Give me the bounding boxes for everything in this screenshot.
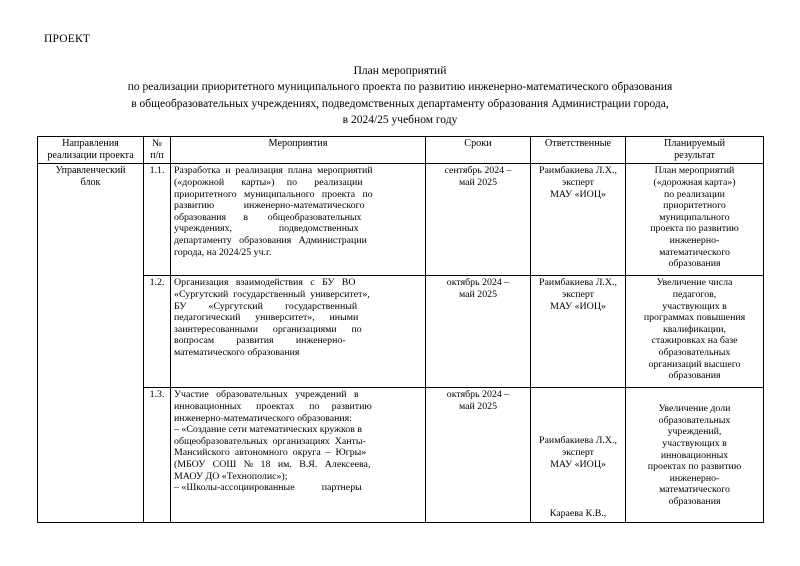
responsible-line: Раимбакиева Л.Х., (539, 435, 617, 447)
activity-line: Разработка и реализация плана мероприятий (174, 165, 373, 177)
result-line: проекта по развитию (650, 223, 739, 235)
activity-line: Организация взаимодействия с БУ ВО (174, 277, 356, 289)
term-cell (426, 164, 531, 276)
activity-line: инженерно-математического образования: (174, 412, 352, 424)
result-line: образовательных (658, 414, 731, 426)
responsible-line: МАУ «ИОЦ» (550, 300, 606, 312)
activity-line: образования в общеобразовательных (174, 211, 362, 223)
responsible-line: эксперт (562, 177, 594, 188)
activity-line: «Сургутский государственный университет», (174, 289, 370, 300)
activity-line: Мансийского автономного округа – Югры» (174, 447, 367, 459)
activity-line: БУ «Сургутский государственный (174, 300, 358, 312)
activity-line: развитию инженерно-математического (174, 200, 365, 212)
result-line: организаций высшего (648, 358, 741, 370)
result-line: участвующих в (662, 300, 727, 312)
result-line: участвующих в (662, 438, 727, 450)
activity-line: – «Создание сети математических кружков в (174, 424, 363, 436)
responsible-line: МАУ «ИОЦ» (550, 188, 606, 200)
table-header (38, 137, 764, 164)
table-header-row (38, 137, 764, 164)
table-row (38, 276, 764, 388)
activity-line: – «Школы-ассоциированные партнеры (174, 482, 362, 494)
responsible-cell (531, 164, 626, 276)
result-line: приоритетного (663, 200, 726, 212)
result-line: математического (659, 484, 730, 496)
title-line-4: в 2024/25 учебном году (342, 113, 458, 126)
result-line: муниципального (659, 211, 730, 223)
draft-stamp: ПРОЕКТ (44, 33, 91, 45)
column-header-result-line-2: результат (674, 150, 715, 162)
result-line: Увеличение доли (658, 403, 731, 415)
result-line: программах повышения (643, 312, 746, 324)
term-line: октябрь 2024 – (446, 389, 510, 401)
column-header-activities: Мероприятия (171, 137, 426, 164)
activity-line: департаменту образования Администрации (174, 234, 367, 246)
activity-line: общеобразовательных организациях Ханты- (174, 435, 366, 447)
responsible-line: эксперт (562, 447, 594, 458)
result-line: педагогов, (672, 289, 717, 300)
responsible-line: эксперт (562, 289, 594, 300)
term-line: май 2025 (458, 401, 498, 412)
term-line: май 2025 (458, 177, 498, 188)
title-line-2: по реализации приоритетного муниципального проекта по развитию инженерно-математического образования (127, 81, 673, 94)
responsible-line: МАУ «ИОЦ» (550, 458, 606, 470)
result-line: образовательных (658, 346, 731, 358)
responsible-line: Караева К.В., (549, 508, 607, 520)
direction-line-1: Управленческий (55, 165, 126, 177)
direction-cell-management-block (38, 164, 144, 523)
activity-line: математического образования (174, 346, 300, 358)
term-cell (426, 276, 531, 388)
result-line: инженерно- (669, 472, 720, 484)
result-cell (626, 276, 764, 388)
result-line: по реализации (664, 188, 725, 200)
responsible-line: Раимбакиева Л.Х., (539, 277, 617, 289)
title-line-1: План мероприятий (353, 65, 447, 77)
result-line: математического (659, 246, 730, 258)
activity-line: (МБОУ СОШ № 18 им. В.Я. Алексеева, (174, 458, 371, 470)
activity-line: («дорожной карты») по реализации (174, 177, 363, 188)
column-header-result-line-1: Планируемый (663, 138, 726, 149)
table-row (38, 164, 764, 276)
row-number: 1.2. (144, 276, 171, 388)
term-line: октябрь 2024 – (446, 277, 510, 289)
activity-cell (171, 276, 426, 388)
activity-line: инновационных проектах по развитию (174, 401, 372, 412)
result-line: Увеличение числа (656, 277, 733, 289)
result-cell (626, 164, 764, 276)
responsible-line: Раимбакиева Л.Х., (539, 165, 617, 177)
direction-line-2: блок (80, 177, 101, 189)
result-line: стажировках на базе (651, 335, 738, 347)
column-header-result (626, 137, 764, 164)
result-line: проектах по развитию (647, 461, 742, 473)
spacer (534, 470, 622, 508)
term-line: сентябрь 2024 – (444, 165, 512, 177)
row-number: 1.3. (144, 388, 171, 523)
term-cell (426, 388, 531, 523)
column-header-number (144, 137, 171, 164)
result-line: («дорожная карта») (653, 177, 736, 188)
result-line: инновационных (660, 449, 729, 461)
column-header-direction-line-1: Направления (62, 138, 119, 149)
activity-cell (171, 164, 426, 276)
activity-line: педагогический университет», иными (174, 312, 359, 324)
title-line-3: в общеобразовательных учреждениях, подведомственных департаменту образования Администрации города, (131, 97, 669, 110)
activity-line: Участие образовательных учреждений в (174, 389, 359, 401)
responsible-cell (531, 276, 626, 388)
activity-line: МАОУ ДО «Технополис»); (174, 470, 288, 482)
table-body (38, 164, 764, 523)
activity-line: заинтересованными организациями по (174, 323, 362, 335)
activity-line: учреждениях, подведомственных (174, 223, 359, 235)
document-title (37, 63, 763, 128)
column-header-direction (38, 137, 144, 164)
activity-line: приоритетного муниципального проекта по (174, 188, 373, 200)
column-header-number-line-2: п/п (150, 150, 164, 162)
activity-line: города, на 2024/25 уч.г. (174, 246, 272, 258)
result-line: План мероприятий (654, 165, 735, 177)
responsible-cell (531, 388, 626, 523)
table-row (38, 388, 764, 523)
term-line: май 2025 (458, 289, 498, 300)
activity-line: вопросам развития инженерно- (174, 335, 346, 347)
result-cell (626, 388, 764, 523)
activity-cell (171, 388, 426, 523)
column-header-number-line-1: № (152, 138, 162, 149)
result-line: квалификации, (662, 323, 727, 335)
column-header-direction-line-2: реализации проекта (47, 150, 134, 162)
result-line: образования (668, 495, 721, 507)
row-number: 1.1. (144, 164, 171, 276)
activities-plan-table (37, 136, 764, 523)
result-line: образования (668, 370, 721, 382)
column-header-terms: Сроки (426, 137, 531, 164)
spacer (534, 389, 622, 435)
column-header-responsible: Ответственные (531, 137, 626, 164)
result-line: инженерно- (669, 234, 720, 246)
result-line: образования (668, 258, 721, 270)
result-line: учреждений, (667, 426, 722, 438)
